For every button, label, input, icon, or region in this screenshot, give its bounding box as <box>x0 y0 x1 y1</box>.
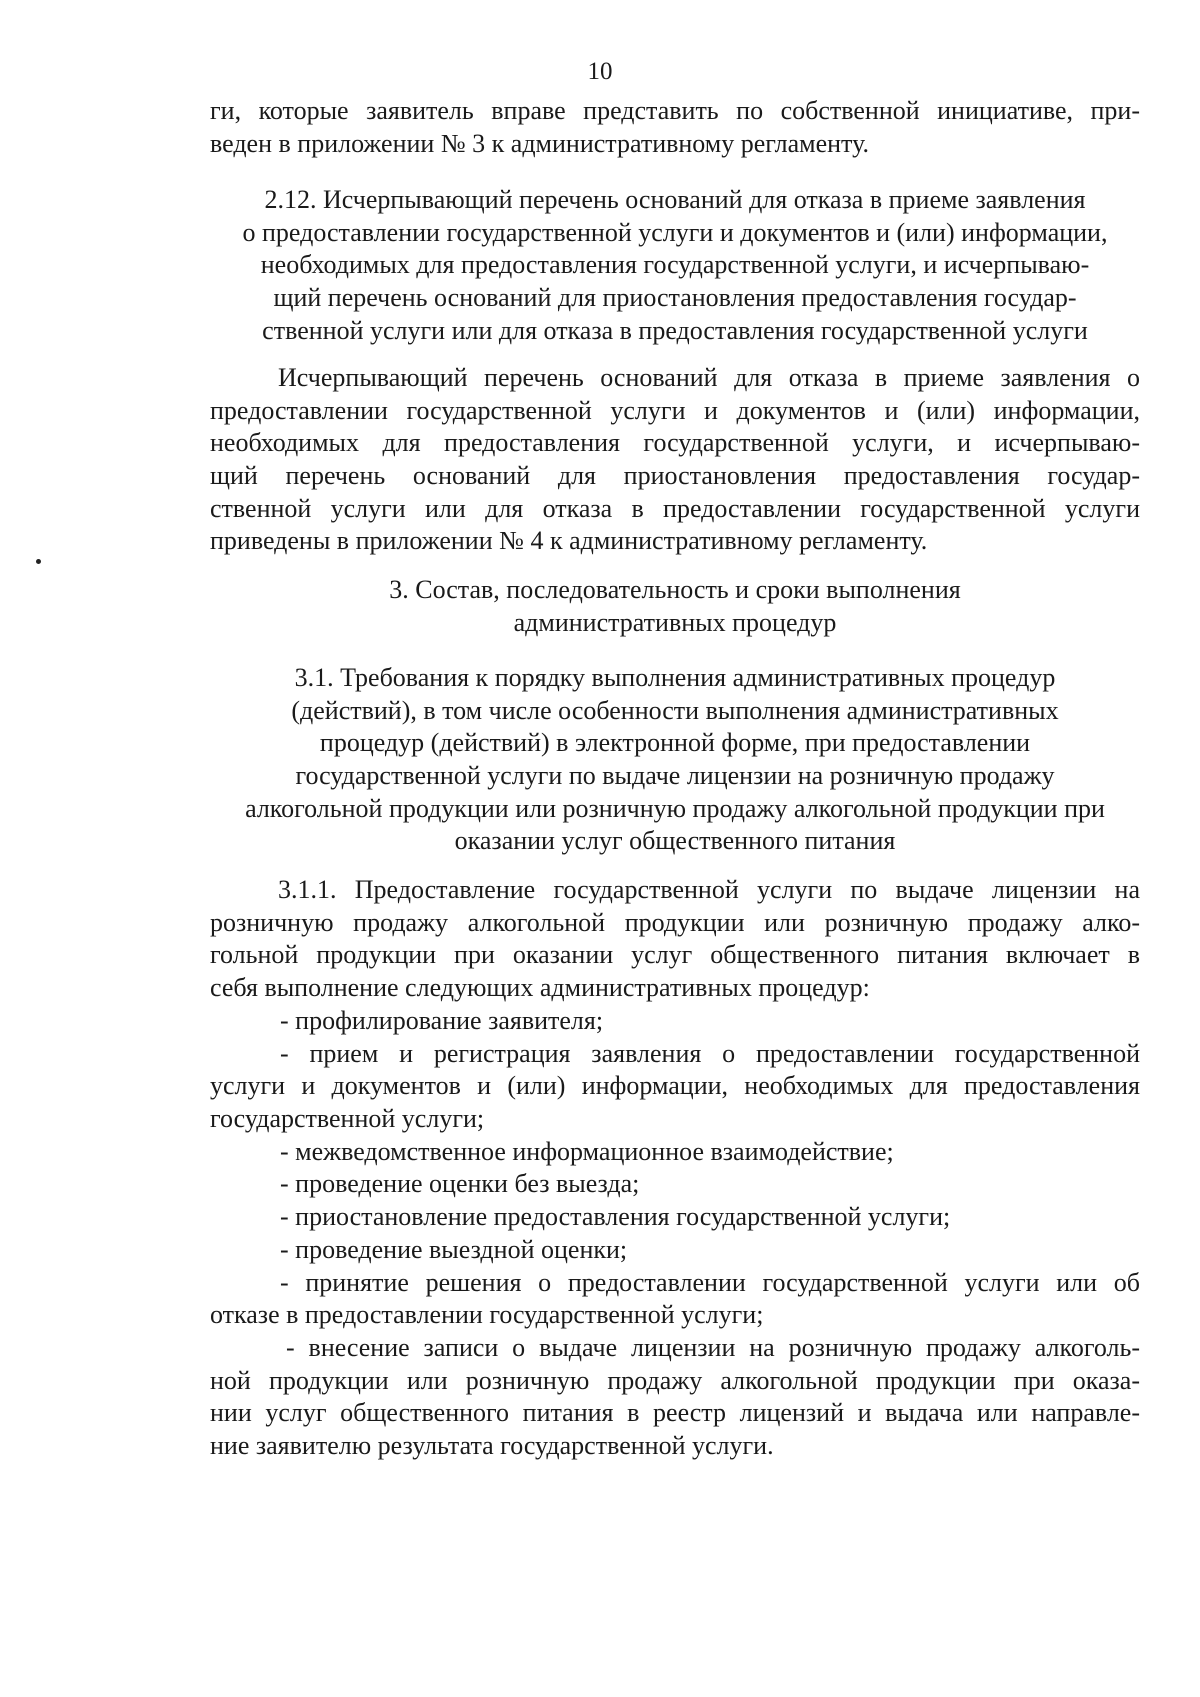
heading-line: административных процедур <box>513 607 837 637</box>
text-line: отказе в предоставлении государственной услуги; <box>210 1300 764 1330</box>
text-line: необходимых для предоставления государственной услуги, и исчерпываю- <box>210 428 1140 458</box>
procedures-list <box>210 1005 1140 1463</box>
scan-mark <box>36 559 41 564</box>
text-line: розничную продажу алкогольной продукции или розничную продажу алко- <box>210 907 1140 937</box>
heading-line: (действий), в том числе особенности выполнения административных <box>291 695 1059 725</box>
text-line: нии услуг общественного питания в реестр лицензий и выдача или направле- <box>210 1398 1140 1428</box>
text-line: услуги и документов и (или) информации, необходимых для предоставления <box>210 1071 1140 1101</box>
text-line: - межведомственное информационное взаимодействие; <box>280 1136 894 1166</box>
heading-line: алкогольной продукции или розничную продажу алкогольной продукции при <box>245 793 1105 823</box>
text-line: ние заявителю результата государственной услуги. <box>210 1430 774 1460</box>
text-line: ной продукции или розничную продажу алкогольной продукции при оказа- <box>210 1365 1140 1395</box>
list-item <box>210 1168 1140 1201</box>
section-heading-2-12 <box>210 184 1140 347</box>
text-line: - принятие решения о предоставлении государственной услуги или об <box>280 1267 1140 1297</box>
heading-line: государственной услуги по выдаче лицензии на розничную продажу <box>295 761 1055 791</box>
heading-line: 3. Состав, последовательность и сроки выполнения <box>389 575 961 604</box>
text-line: приведены в приложении № 4 к административному регламенту. <box>210 526 928 556</box>
list-item <box>210 1005 1140 1038</box>
text-line: ственной услуги или для отказа в предоставлении государственной услуги <box>210 493 1140 523</box>
text-line: - прием и регистрация заявления о предоставлении государственной <box>280 1038 1140 1068</box>
text-line: - проведение оценки без выезда; <box>280 1169 640 1199</box>
text-line: предоставлении государственной услуги и документов и (или) информации, <box>210 395 1140 425</box>
text-line: веден в приложении № 3 к административному регламенту. <box>210 128 869 158</box>
list-item <box>210 1267 1140 1332</box>
text-line: - профилирование заявителя; <box>280 1006 604 1035</box>
text-line: ги, которые заявитель вправе представить по собственной инициативе, при- <box>210 96 1140 125</box>
list-item <box>210 1332 1140 1463</box>
text-line: - внесение записи о выдаче лицензии на розничную продажу алкоголь- <box>286 1332 1140 1362</box>
heading-line: оказании услуг общественного питания <box>454 826 896 856</box>
heading-line: ственной услуги или для отказа в предоставления государственной услуги <box>262 315 1088 345</box>
text-line: Исчерпывающий перечень оснований для отказа в приеме заявления о <box>278 363 1140 392</box>
text-line: 3.1.1. Предоставление государственной услуги по выдаче лицензии на <box>278 875 1140 904</box>
text-line: - проведение выездной оценки; <box>280 1234 628 1264</box>
heading-line: щий перечень оснований для приостановления предоставления государ- <box>273 283 1077 313</box>
list-item <box>210 1234 1140 1267</box>
heading-line: необходимых для предоставления государственной услуги, и исчерпываю- <box>260 250 1090 280</box>
list-item <box>210 1201 1140 1234</box>
text-line: - приостановление предоставления государственной услуги; <box>280 1202 951 1232</box>
text-line: щий перечень оснований для приостановления предоставления государ- <box>210 461 1140 491</box>
heading-line: 3.1. Требования к порядку выполнения административных процедур <box>294 663 1056 692</box>
section-heading-3 <box>210 574 1140 639</box>
text-line: государственной услуги; <box>210 1104 485 1134</box>
list-item <box>210 1038 1140 1136</box>
text-line: себя выполнение следующих административных процедур: <box>210 973 870 1003</box>
heading-line: процедур (действий) в электронной форме, при предоставлении <box>319 728 1031 758</box>
heading-line: о предоставлении государственной услуги и документов и (или) информации, <box>242 217 1108 247</box>
page-number: 10 <box>587 58 613 85</box>
intro-paragraph <box>210 95 1140 160</box>
section-heading-3-1 <box>210 662 1140 858</box>
paragraph-2-12 <box>210 362 1140 558</box>
paragraph-3-1-1 <box>210 874 1140 1005</box>
list-item <box>210 1136 1140 1169</box>
text-line: гольной продукции при оказании услуг общественного питания включает в <box>210 940 1140 970</box>
heading-line: 2.12. Исчерпывающий перечень оснований для отказа в приеме заявления <box>264 185 1086 214</box>
